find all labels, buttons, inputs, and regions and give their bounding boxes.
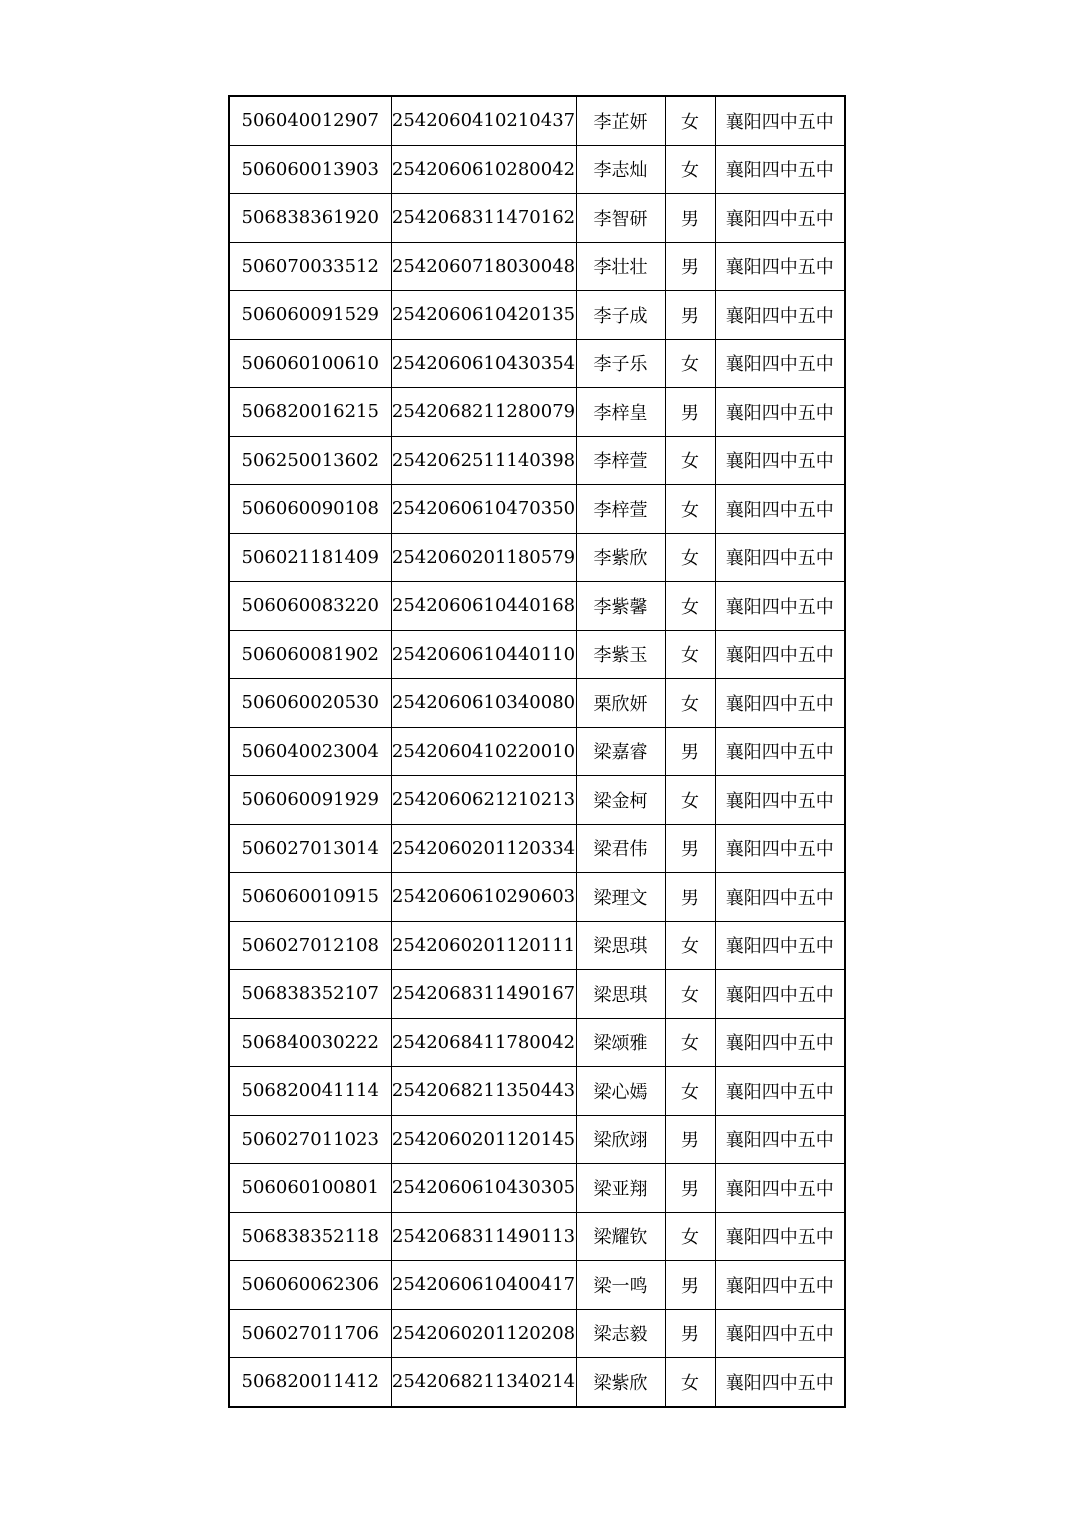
cell-student-id: 2542060621210213 (391, 776, 576, 825)
table-row (229, 339, 845, 388)
cell-student-id: 2542060610470350 (391, 485, 576, 534)
cell-gender: 男 (665, 824, 715, 873)
table-row (229, 776, 845, 825)
cell-gender: 男 (665, 873, 715, 922)
table-row (229, 1212, 845, 1261)
cell-school: 襄阳四中五中 (715, 679, 845, 728)
cell-student-id: 2542060610430354 (391, 339, 576, 388)
table-row (229, 679, 845, 728)
cell-school: 襄阳四中五中 (715, 1115, 845, 1164)
cell-exam-number: 506027011023 (229, 1115, 391, 1164)
cell-school: 襄阳四中五中 (715, 1261, 845, 1310)
cell-student-name: 栗欣妍 (576, 679, 665, 728)
table-row (229, 1358, 845, 1407)
cell-exam-number: 506838352107 (229, 970, 391, 1019)
table-row (229, 1164, 845, 1213)
table-row (229, 582, 845, 631)
cell-student-name: 李紫馨 (576, 582, 665, 631)
cell-student-id: 2542060410210437 (391, 96, 576, 145)
cell-school: 襄阳四中五中 (715, 485, 845, 534)
table-row (229, 436, 845, 485)
cell-school: 襄阳四中五中 (715, 873, 845, 922)
cell-student-id: 2542060610420135 (391, 291, 576, 340)
cell-gender: 女 (665, 776, 715, 825)
cell-school: 襄阳四中五中 (715, 921, 845, 970)
cell-exam-number: 506838361920 (229, 194, 391, 243)
table-row (229, 242, 845, 291)
cell-student-name: 梁亚翔 (576, 1164, 665, 1213)
cell-student-id: 2542068311470162 (391, 194, 576, 243)
cell-student-id: 2542068211340214 (391, 1358, 576, 1407)
cell-student-name: 李志灿 (576, 145, 665, 194)
table-row (229, 873, 845, 922)
cell-student-id: 2542060201120208 (391, 1309, 576, 1358)
cell-school: 襄阳四中五中 (715, 436, 845, 485)
table-row (229, 533, 845, 582)
table-row (229, 194, 845, 243)
cell-school: 襄阳四中五中 (715, 630, 845, 679)
cell-student-name: 梁君伟 (576, 824, 665, 873)
cell-gender: 女 (665, 1018, 715, 1067)
cell-student-id: 2542068211280079 (391, 388, 576, 437)
cell-student-id: 2542060610340080 (391, 679, 576, 728)
cell-student-name: 李子成 (576, 291, 665, 340)
cell-student-name: 梁耀钦 (576, 1212, 665, 1261)
cell-gender: 女 (665, 533, 715, 582)
cell-gender: 男 (665, 1309, 715, 1358)
table-row (229, 1261, 845, 1310)
cell-student-name: 李梓萱 (576, 436, 665, 485)
roster-body (229, 96, 845, 1407)
cell-gender: 男 (665, 242, 715, 291)
cell-student-id: 2542060201120145 (391, 1115, 576, 1164)
cell-student-name: 梁欣翊 (576, 1115, 665, 1164)
cell-student-name: 李子乐 (576, 339, 665, 388)
cell-gender: 男 (665, 1115, 715, 1164)
cell-school: 襄阳四中五中 (715, 824, 845, 873)
table-row (229, 1309, 845, 1358)
cell-exam-number: 506820016215 (229, 388, 391, 437)
cell-exam-number: 506060020530 (229, 679, 391, 728)
cell-student-name: 梁嘉睿 (576, 727, 665, 776)
cell-exam-number: 506060090108 (229, 485, 391, 534)
cell-student-id: 2542068411780042 (391, 1018, 576, 1067)
table-row (229, 96, 845, 145)
table-row (229, 921, 845, 970)
cell-student-name: 梁思琪 (576, 921, 665, 970)
cell-student-id: 2542060201180579 (391, 533, 576, 582)
cell-student-id: 2542060610400417 (391, 1261, 576, 1310)
cell-school: 襄阳四中五中 (715, 970, 845, 1019)
cell-school: 襄阳四中五中 (715, 242, 845, 291)
cell-student-id: 2542060201120334 (391, 824, 576, 873)
cell-exam-number: 506040012907 (229, 96, 391, 145)
cell-student-id: 2542060610440110 (391, 630, 576, 679)
cell-exam-number: 506838352118 (229, 1212, 391, 1261)
cell-student-name: 梁理文 (576, 873, 665, 922)
table-row (229, 727, 845, 776)
table-row (229, 824, 845, 873)
cell-student-id: 2542068311490167 (391, 970, 576, 1019)
cell-gender: 男 (665, 1164, 715, 1213)
cell-student-name: 李紫玉 (576, 630, 665, 679)
cell-gender: 男 (665, 1261, 715, 1310)
cell-exam-number: 506060083220 (229, 582, 391, 631)
cell-student-name: 梁心嫣 (576, 1067, 665, 1116)
cell-student-name: 梁金柯 (576, 776, 665, 825)
cell-student-id: 2542060201120111 (391, 921, 576, 970)
cell-gender: 女 (665, 679, 715, 728)
cell-student-id: 2542060610280042 (391, 145, 576, 194)
cell-school: 襄阳四中五中 (715, 776, 845, 825)
cell-exam-number: 506060010915 (229, 873, 391, 922)
table-row (229, 291, 845, 340)
cell-student-name: 梁志毅 (576, 1309, 665, 1358)
cell-exam-number: 506060100801 (229, 1164, 391, 1213)
cell-student-id: 2542068211350443 (391, 1067, 576, 1116)
cell-student-name: 李智研 (576, 194, 665, 243)
cell-exam-number: 506040023004 (229, 727, 391, 776)
cell-student-name: 李紫欣 (576, 533, 665, 582)
cell-gender: 女 (665, 339, 715, 388)
cell-gender: 男 (665, 727, 715, 776)
cell-exam-number: 506060091529 (229, 291, 391, 340)
cell-school: 襄阳四中五中 (715, 291, 845, 340)
cell-gender: 男 (665, 291, 715, 340)
cell-gender: 女 (665, 582, 715, 631)
cell-school: 襄阳四中五中 (715, 194, 845, 243)
cell-school: 襄阳四中五中 (715, 1018, 845, 1067)
cell-exam-number: 506027011706 (229, 1309, 391, 1358)
table-row (229, 485, 845, 534)
cell-gender: 女 (665, 970, 715, 1019)
cell-student-id: 2542060610290603 (391, 873, 576, 922)
cell-student-name: 李芷妍 (576, 96, 665, 145)
cell-exam-number: 506060062306 (229, 1261, 391, 1310)
table-row (229, 145, 845, 194)
cell-gender: 女 (665, 1067, 715, 1116)
cell-exam-number: 506060100610 (229, 339, 391, 388)
cell-student-name: 李梓萱 (576, 485, 665, 534)
cell-exam-number: 506060013903 (229, 145, 391, 194)
cell-student-name: 李梓皇 (576, 388, 665, 437)
cell-school: 襄阳四中五中 (715, 727, 845, 776)
cell-school: 襄阳四中五中 (715, 1067, 845, 1116)
cell-gender: 男 (665, 388, 715, 437)
cell-gender: 女 (665, 921, 715, 970)
cell-school: 襄阳四中五中 (715, 96, 845, 145)
cell-student-id: 2542060610440168 (391, 582, 576, 631)
cell-gender: 女 (665, 1358, 715, 1407)
cell-gender: 女 (665, 145, 715, 194)
cell-school: 襄阳四中五中 (715, 388, 845, 437)
cell-gender: 女 (665, 436, 715, 485)
table-row (229, 1018, 845, 1067)
cell-exam-number: 506070033512 (229, 242, 391, 291)
cell-exam-number: 506060091929 (229, 776, 391, 825)
cell-student-id: 2542062511140398 (391, 436, 576, 485)
cell-school: 襄阳四中五中 (715, 1309, 845, 1358)
cell-school: 襄阳四中五中 (715, 582, 845, 631)
cell-student-name: 梁思琪 (576, 970, 665, 1019)
cell-exam-number: 506840030222 (229, 1018, 391, 1067)
cell-exam-number: 506250013602 (229, 436, 391, 485)
cell-gender: 女 (665, 96, 715, 145)
cell-exam-number: 506820011412 (229, 1358, 391, 1407)
table-row (229, 970, 845, 1019)
cell-exam-number: 506060081902 (229, 630, 391, 679)
cell-exam-number: 506021181409 (229, 533, 391, 582)
cell-exam-number: 506027012108 (229, 921, 391, 970)
cell-school: 襄阳四中五中 (715, 1358, 845, 1407)
table-row (229, 1067, 845, 1116)
cell-gender: 女 (665, 485, 715, 534)
cell-school: 襄阳四中五中 (715, 339, 845, 388)
table-row (229, 388, 845, 437)
cell-exam-number: 506027013014 (229, 824, 391, 873)
cell-student-id: 2542060410220010 (391, 727, 576, 776)
cell-school: 襄阳四中五中 (715, 1164, 845, 1213)
cell-school: 襄阳四中五中 (715, 145, 845, 194)
student-roster-table (228, 95, 846, 1408)
cell-student-name: 梁一鸣 (576, 1261, 665, 1310)
cell-school: 襄阳四中五中 (715, 1212, 845, 1261)
cell-student-id: 2542068311490113 (391, 1212, 576, 1261)
cell-student-name: 李壮壮 (576, 242, 665, 291)
cell-exam-number: 506820041114 (229, 1067, 391, 1116)
cell-student-id: 2542060610430305 (391, 1164, 576, 1213)
cell-gender: 男 (665, 194, 715, 243)
cell-gender: 女 (665, 630, 715, 679)
table-row (229, 1115, 845, 1164)
cell-student-name: 梁紫欣 (576, 1358, 665, 1407)
cell-student-name: 梁颂雅 (576, 1018, 665, 1067)
table-row (229, 630, 845, 679)
cell-gender: 女 (665, 1212, 715, 1261)
cell-school: 襄阳四中五中 (715, 533, 845, 582)
cell-student-id: 2542060718030048 (391, 242, 576, 291)
